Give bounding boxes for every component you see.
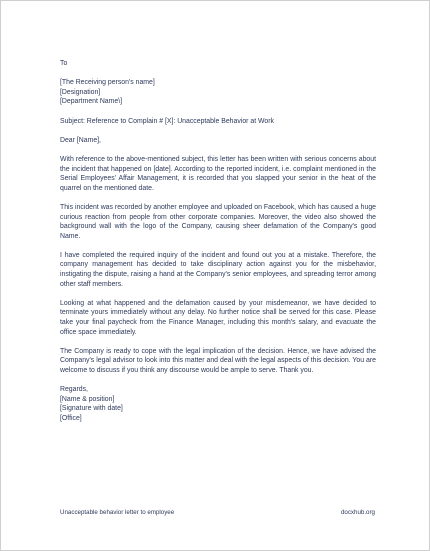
letter-body	[60, 59, 376, 424]
footer-title: Unacceptable behavior letter to employee	[60, 509, 175, 516]
salutation: Dear [Name],	[60, 136, 101, 144]
paragraph-2: This incident was recorded by another employee and uploaded on Facebook, which has caused a huge curious reaction from people from other corporate companies. Moreover, the video also showed the background wall with the logo of the Company, causing sheer defamation of the Company's good Name.	[60, 203, 376, 240]
footer-site: docxhub.org	[340, 509, 375, 516]
subject-line: Subject: Reference to Complain # [X]: Unacceptable Behavior at Work	[60, 117, 274, 125]
recipient-name: [The Receiving person's name]	[60, 79, 155, 87]
signature-office: [Office]	[60, 414, 82, 422]
signature-block	[60, 385, 376, 423]
paragraph-3: I have completed the required inquiry of the incident and found out you at a mistake. Therefore, the company management has decided to take disciplinary action against you for the misbehavior, instigating the dispute, raising a hand at the Company's senior employees, and spreading terror among other staff members.	[60, 251, 376, 288]
paragraph-5: The Company is ready to cope with the legal implication of the decision. Hence, we have advised the Company's legal advisor to look into this matter and deal with the legal aspects of this decision. You are welcome to discuss if you think any discourse would be ample to serve. Thank you.	[60, 347, 376, 374]
to-label: To	[60, 60, 68, 67]
paragraph-1: With reference to the above-mentioned subject, this letter has been written with serious concerns about the incident that happened on [date]. According to the reported incident, i.e. complaint mentioned in the Serial Employees' Affair Management, it is recorded that you slapped your senior in the heat of the quarrel on the mentioned date.	[60, 155, 376, 192]
signature-name-position: [Name & position]	[60, 395, 115, 403]
page-footer	[60, 509, 375, 517]
recipient-department: [Department Name\]	[60, 98, 123, 106]
closing: Regards,	[60, 386, 88, 394]
signature-date: [Signature with date]	[60, 405, 123, 413]
recipient-designation: [Designation]	[60, 88, 101, 96]
recipient-block	[60, 78, 376, 107]
paragraph-4: Looking at what happened and the defamation caused by your misdemeanor, we have decided to terminate yours immediately without any delay. No further notice shall be served for this case. Please take your final paycheck from the Finance Manager, including this month's salary, and evacuate the office space immediately.	[60, 299, 376, 336]
